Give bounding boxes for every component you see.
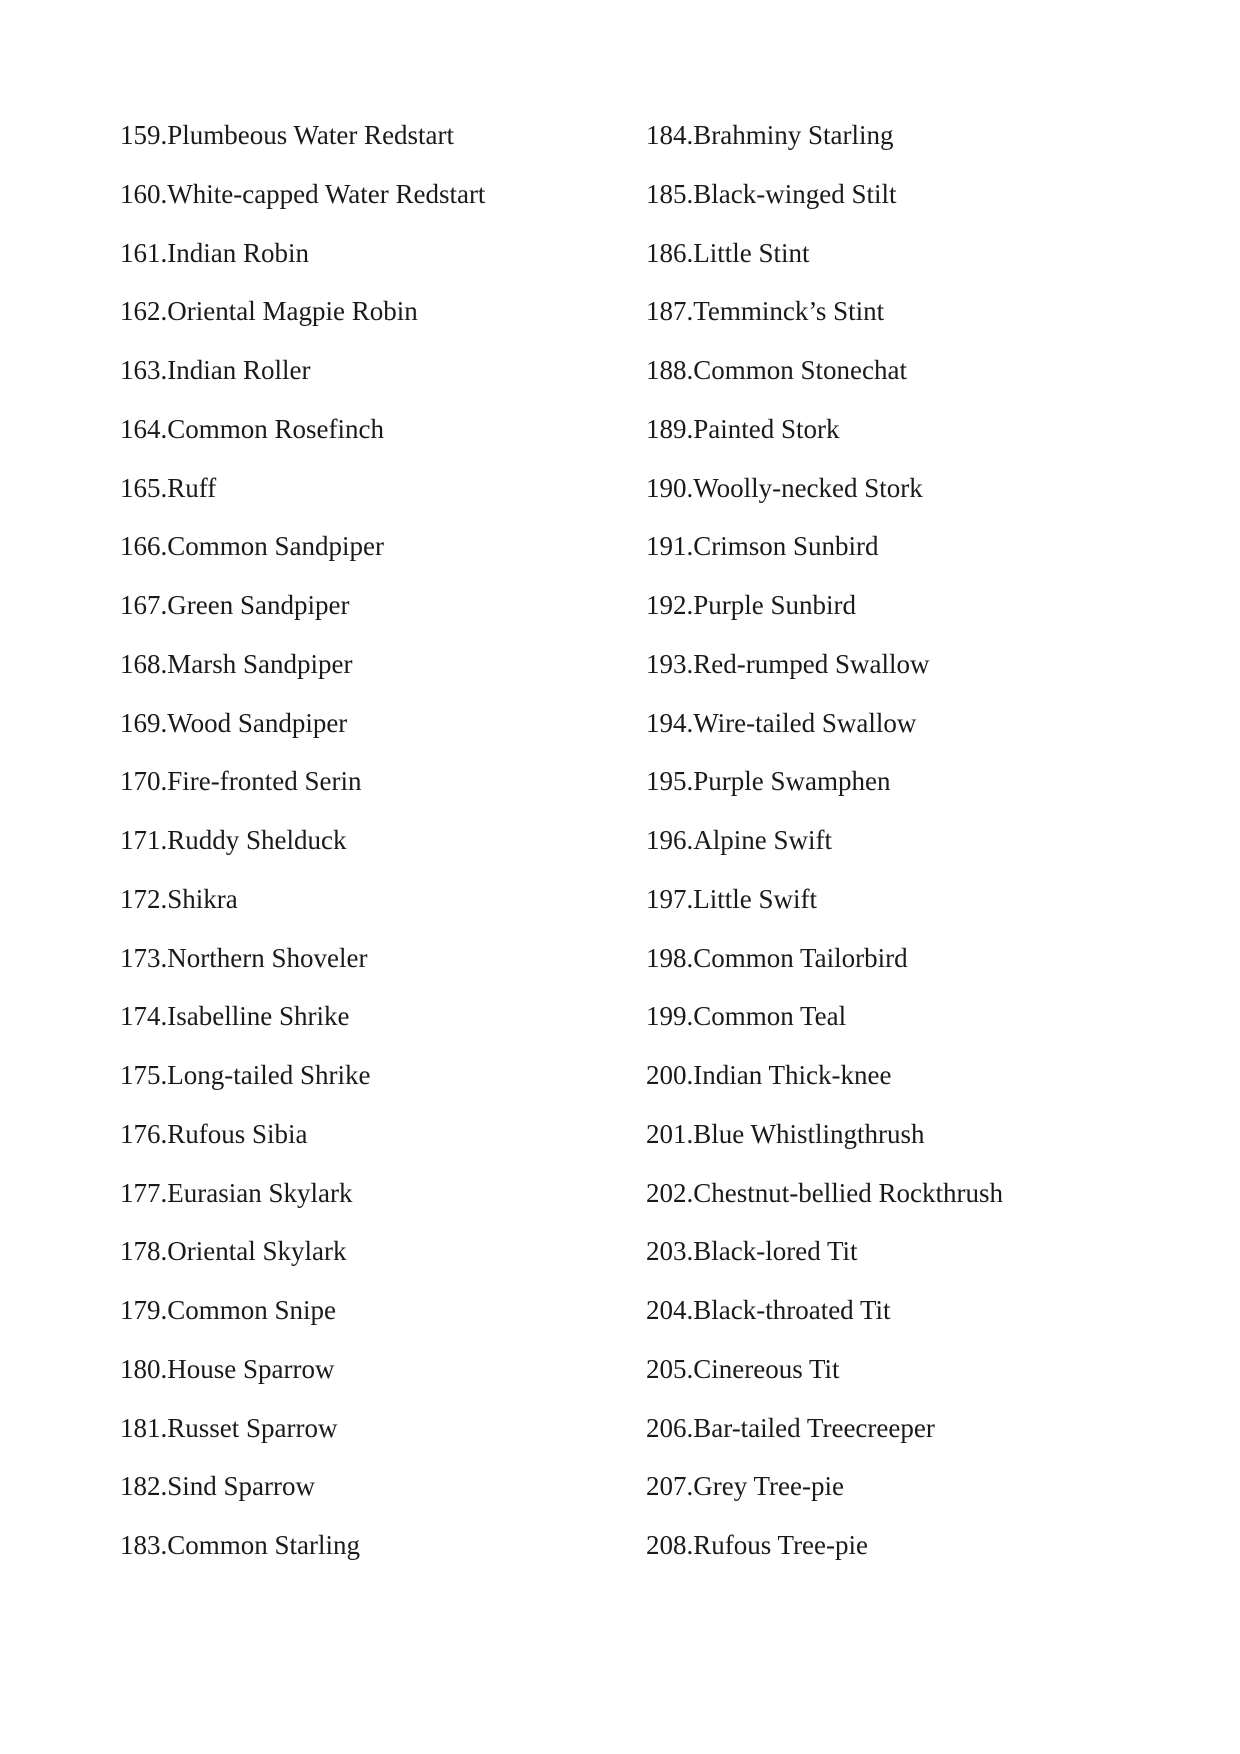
bird-list-item: 165.Ruff	[120, 472, 217, 503]
bird-list-item: 176.Rufous Sibia	[120, 1118, 308, 1149]
bird-list-item: 178.Oriental Skylark	[120, 1236, 347, 1267]
bird-list-item: 196.Alpine Swift	[646, 825, 832, 855]
bird-list-item: 185.Black-winged Stilt	[646, 178, 897, 209]
bird-list-item: 164.Common Rosefinch	[120, 413, 384, 444]
bird-list-right-column	[646, 122, 1003, 1591]
bird-list-item: 177.Eurasian Skylark	[120, 1177, 353, 1208]
bird-list-item: 170.Fire-fronted Serin	[120, 766, 362, 797]
bird-list-item: 166.Common Sandpiper	[120, 531, 384, 562]
bird-list-item: 191.Crimson Sunbird	[646, 531, 879, 562]
bird-list-item: 172.Shikra	[120, 883, 238, 914]
bird-list-item: 163.Indian Roller	[120, 355, 311, 385]
bird-list-item: 195.Purple Swamphen	[646, 766, 891, 797]
bird-list-item: 174.Isabelline Shrike	[120, 1001, 350, 1032]
bird-list-left-column	[120, 122, 485, 1591]
bird-list-item: 183.Common Starling	[120, 1530, 361, 1560]
bird-list-item: 207.Grey Tree-pie	[646, 1471, 844, 1502]
bird-list-item: 189.Painted Stork	[646, 413, 840, 444]
bird-list-item: 192.Purple Sunbird	[646, 590, 857, 620]
bird-list-item: 200.Indian Thick-knee	[646, 1060, 892, 1090]
bird-list-item: 171.Ruddy Shelduck	[120, 825, 347, 855]
bird-list-item: 186.Little Stint	[646, 237, 810, 268]
bird-list-item: 169.Wood Sandpiper	[120, 707, 348, 738]
bird-list-item: 193.Red-rumped Swallow	[646, 648, 930, 679]
bird-list-item: 198.Common Tailorbird	[646, 942, 908, 973]
bird-list-item: 205.Cinereous Tit	[646, 1353, 840, 1384]
bird-list-item: 167.Green Sandpiper	[120, 590, 350, 620]
bird-list-item: 202.Chestnut-bellied Rockthrush	[646, 1177, 1003, 1208]
bird-list-item: 181.Russet Sparrow	[120, 1412, 338, 1443]
bird-list-item: 160.White-capped Water Redstart	[120, 178, 486, 209]
bird-list-item: 161.Indian Robin	[120, 237, 309, 268]
bird-list-item: 168.Marsh Sandpiper	[120, 648, 353, 679]
bird-list-item: 182.Sind Sparrow	[120, 1471, 315, 1502]
bird-list-item: 197.Little Swift	[646, 883, 817, 914]
bird-list-item: 159.Plumbeous Water Redstart	[120, 120, 455, 150]
bird-list-item: 204.Black-throated Tit	[646, 1295, 891, 1325]
bird-list-item: 199.Common Teal	[646, 1001, 847, 1032]
bird-list-item: 173.Northern Shoveler	[120, 942, 368, 973]
bird-list-item: 194.Wire-tailed Swallow	[646, 707, 917, 738]
bird-list-item: 206.Bar-tailed Treecreeper	[646, 1412, 935, 1443]
bird-list-item: 188.Common Stonechat	[646, 355, 907, 385]
bird-list-item: 175.Long-tailed Shrike	[120, 1060, 371, 1090]
bird-list-item: 201.Blue Whistlingthrush	[646, 1118, 925, 1149]
bird-list-item: 162.Oriental Magpie Robin	[120, 296, 418, 327]
bird-list-item: 180.House Sparrow	[120, 1353, 335, 1384]
bird-list-item: 179.Common Snipe	[120, 1295, 337, 1325]
bird-list-item: 187.Temminck’s Stint	[646, 296, 885, 327]
bird-list-item: 203.Black-lored Tit	[646, 1236, 858, 1267]
bird-list-item: 208.Rufous Tree-pie	[646, 1530, 868, 1560]
bird-list-item: 190.Woolly-necked Stork	[646, 472, 923, 503]
bird-list-item: 184.Brahminy Starling	[646, 120, 894, 150]
